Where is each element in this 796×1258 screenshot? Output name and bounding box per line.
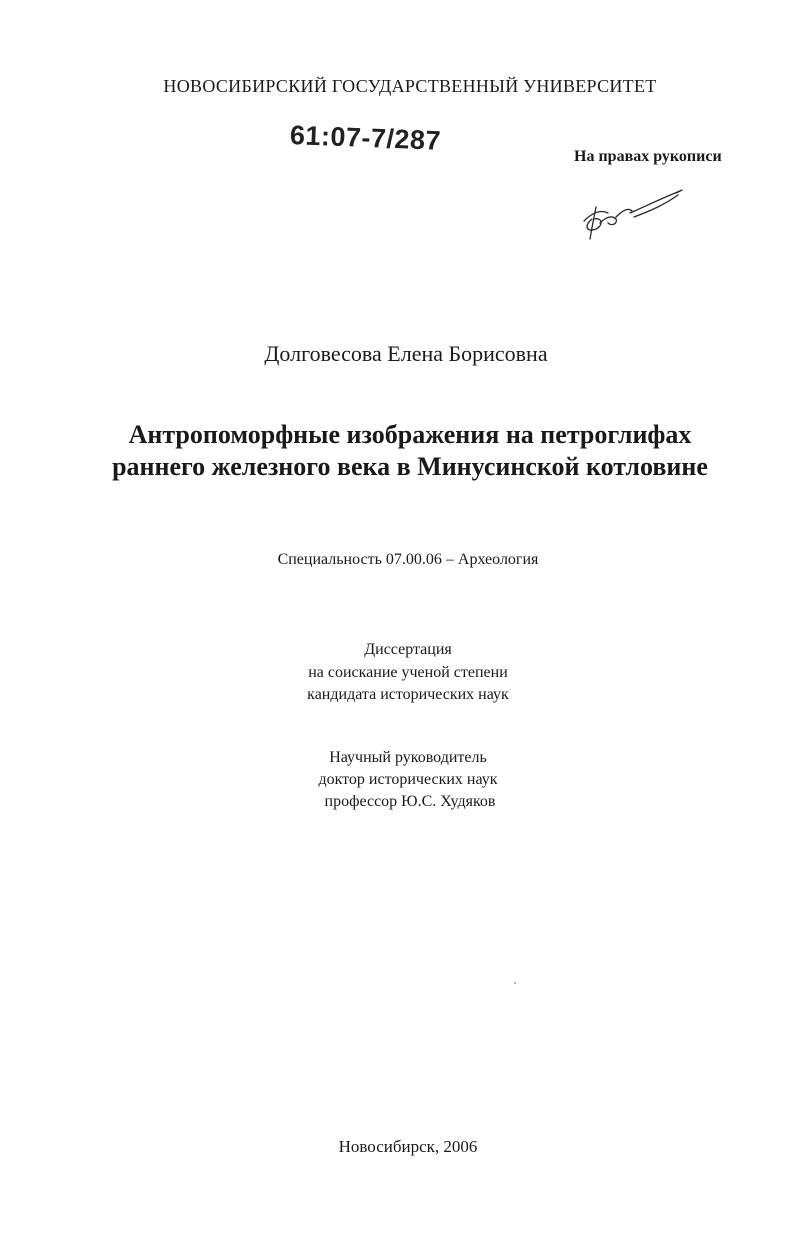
handwritten-signature <box>570 183 690 253</box>
author-name: Долговесова Елена Борисовна <box>264 341 548 366</box>
scan-speck <box>514 982 516 984</box>
supervisor-info-line: доктор исторических наук <box>318 771 498 788</box>
supervisor-info-line: Научный руководитель <box>329 749 487 766</box>
degree-info-line: на соискание ученой степени <box>308 664 508 681</box>
specialty-line: Специальность 07.00.06 – Археология <box>277 551 539 568</box>
dissertation-title-line: Антропоморфные изображения на петроглифах <box>128 420 692 449</box>
city-and-year: Новосибирск, 2006 <box>338 1137 478 1156</box>
degree-info-line: Диссертация <box>364 641 452 658</box>
library-stamp-code: 61:07-7/287 <box>289 120 442 156</box>
manuscript-rights-notice: На правах рукописи <box>574 148 722 165</box>
dissertation-title-line: раннего железного века в Минусинской котловине <box>112 452 708 481</box>
university-name: НОВОСИБИРСКИЙ ГОСУДАРСТВЕННЫЙ УНИВЕРСИТЕТ <box>163 76 657 96</box>
degree-info-line: кандидата исторических наук <box>307 686 509 703</box>
supervisor-info-line: профессор Ю.С. Худяков <box>324 793 496 810</box>
